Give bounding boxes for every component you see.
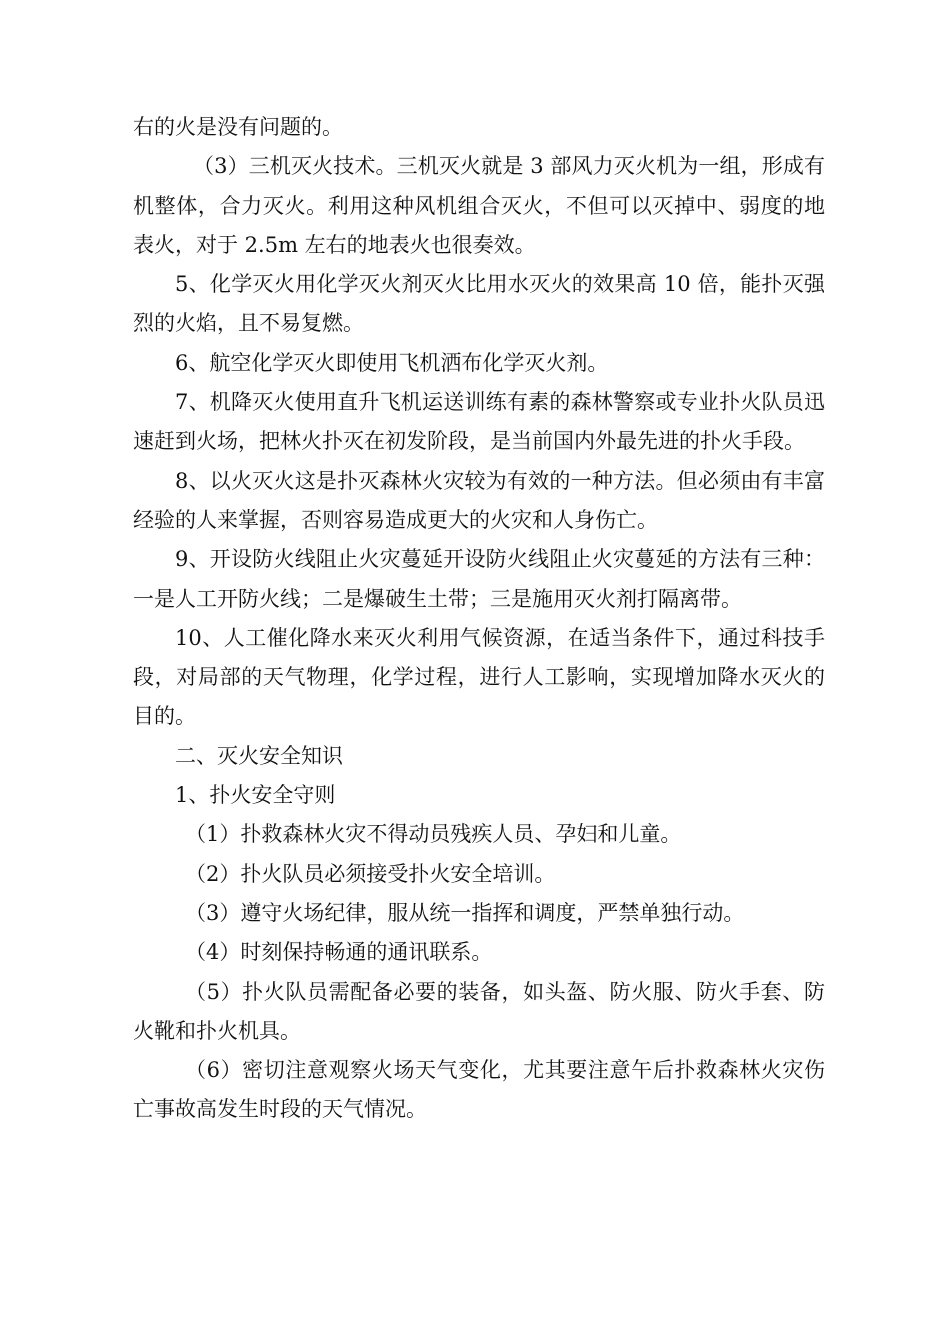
rule-item-4: （4）时刻保持畅通的通讯联系。: [185, 940, 493, 965]
rule-item-5: （5）扑火队员需配备必要的装备，如头盔、防火服、防火手套、防火靴和扑火机具。: [133, 979, 825, 1043]
paragraph-firebreak: 9、开设防火线阻止火灾蔓延开设防火线阻止火灾蔓延的方法有三种：一是人工开防火线；二是爆破生土带；三是施用灭火剂打隔离带。: [133, 547, 825, 611]
paragraph-artificial-rain: 10、人工催化降水来灭火利用气候资源，在适当条件下，通过科技手段，对局部的天气物理，化学过程，进行人工影响，实现增加降水灭火的目的。: [133, 625, 825, 729]
paragraph-three-machine-firefighting: （3）三机灭火技术。三机灭火就是 3 部风力灭火机为一组，形成有机整体，合力灭火。利用这种风机组合灭火，不但可以灭掉中、弱度的地表火，对于 2.5m 左右的地表火也很奏效。: [133, 154, 825, 257]
rule-item-1: （1）扑救森林火灾不得动员残疾人员、孕妇和儿童。: [185, 822, 682, 847]
paragraph-chemical-firefighting: 5、化学灭火用化学灭火剂灭火比用水灭火的效果高 10 倍，能扑灭强烈的火焰，且不易复燃。: [133, 272, 825, 336]
rule-item-6: （6）密切注意观察火场天气变化，尤其要注意午后扑救森林火灾伤亡事故高发生时段的天气情况。: [133, 1058, 825, 1122]
paragraph-aerial-chemical-firefighting: 6、航空化学灭火即使用飞机洒布化学灭火剂。: [175, 350, 609, 375]
paragraph-continuation: 右的火是没有问题的。: [133, 115, 343, 139]
subsection-heading-rules: 1、扑火安全守则: [175, 783, 336, 808]
rule-item-3: （3）遵守火场纪律，服从统一指挥和调度，严禁单独行动。: [185, 900, 745, 925]
document-body: [133, 108, 825, 1130]
paragraph-helicopter-firefighting: 7、机降灭火使用直升飞机运送训练有素的森林警察或专业扑火队员迅速赶到火场，把林火扑灭在初发阶段，是当前国内外最先进的扑火手段。: [133, 390, 825, 454]
rule-item-2: （2）扑火队员必须接受扑火安全培训。: [185, 861, 556, 886]
section-heading-safety: 二、灭火安全知识: [175, 743, 343, 768]
paragraph-backfire: 8、以火灭火这是扑灭森林火灾较为有效的一种方法。但必须由有丰富经验的人来掌握，否则容易造成更大的火灾和人身伤亡。: [133, 468, 825, 532]
